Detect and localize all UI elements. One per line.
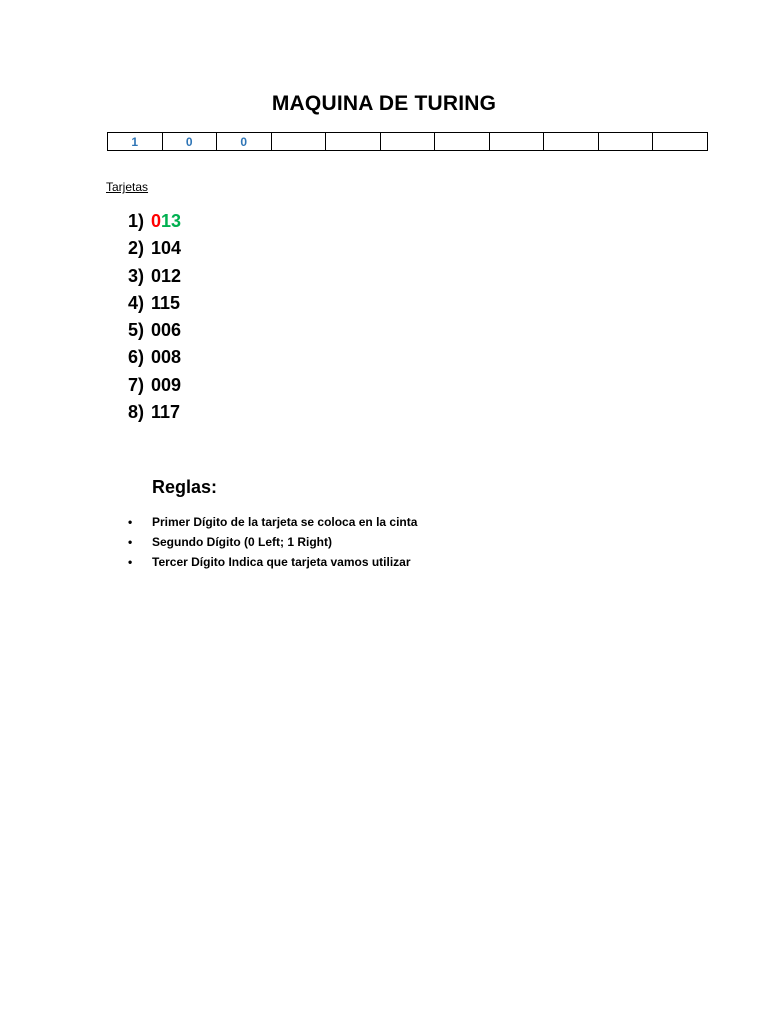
tape-cell [271, 133, 326, 151]
card-digit: 0 [151, 347, 162, 368]
bullet-icon: • [128, 555, 133, 569]
page-title: MAQUINA DE TURING [271, 92, 497, 115]
card-digit: 1 [161, 211, 172, 231]
card-item [128, 263, 181, 290]
bullet-icon: • [128, 515, 133, 529]
card-number: 8) [128, 402, 145, 423]
rule-text: Tercer Dígito Indica que tarjeta vamos utilizar [152, 555, 411, 569]
card-item [128, 208, 181, 235]
bullet-icon: • [128, 535, 133, 549]
card-digit: 1 [151, 402, 161, 423]
rule-text: Segundo Dígito (0 Left; 1 Right) [152, 535, 332, 549]
tape-row [108, 133, 708, 151]
card-digit: 6 [171, 320, 182, 341]
tape-cell [544, 133, 599, 151]
card-item [128, 317, 181, 344]
card-number: 1) [128, 211, 145, 231]
tape-cell: 0 [217, 133, 272, 151]
card-digit: 8 [171, 347, 182, 368]
card-digit: 0 [161, 347, 172, 368]
cards-list [128, 208, 181, 426]
rules-list [128, 512, 417, 572]
card-number: 2) [128, 238, 145, 259]
rule-text: Primer Dígito de la tarjeta se coloca en la cinta [152, 515, 418, 529]
card-number: 3) [128, 265, 145, 286]
tape-cell [380, 133, 435, 151]
card-digit: 7 [170, 402, 181, 423]
card-item [128, 235, 181, 262]
card-digit: 0 [161, 374, 172, 395]
tape-cell [435, 133, 490, 151]
rule-item [128, 512, 417, 532]
card-digit: 9 [171, 374, 182, 395]
card-digit: 5 [170, 292, 181, 313]
card-digit: 1 [151, 292, 161, 313]
card-digit: 1 [161, 265, 172, 286]
card-number: 7) [128, 374, 145, 395]
tape-cell [598, 133, 653, 151]
card-number: 5) [128, 320, 145, 341]
card-digit: 1 [151, 238, 162, 259]
card-digit: 0 [161, 320, 172, 341]
rules-heading: Reglas: [152, 477, 218, 497]
card-item [128, 290, 181, 317]
cards-heading: Tarjetas [106, 180, 149, 194]
tape-cell [489, 133, 544, 151]
rule-item [128, 552, 417, 572]
tape-cell: 1 [108, 133, 163, 151]
tape-cell: 0 [162, 133, 217, 151]
turing-tape [107, 132, 708, 151]
tape-cell [653, 133, 708, 151]
card-digit: 1 [160, 292, 171, 313]
card-digit: 0 [151, 374, 162, 395]
card-digit: 1 [160, 402, 171, 423]
card-digit: 4 [171, 238, 182, 259]
card-digit: 0 [151, 265, 162, 286]
card-digit: 0 [161, 238, 172, 259]
card-item [128, 344, 181, 371]
card-digit: 0 [151, 320, 162, 341]
card-number: 6) [128, 347, 145, 368]
card-digit: 3 [171, 211, 182, 231]
card-item [128, 372, 181, 399]
rule-item [128, 532, 417, 552]
tape-cell [326, 133, 381, 151]
card-number: 4) [128, 292, 145, 313]
card-digit: 2 [171, 265, 182, 286]
card-item [128, 399, 181, 426]
card-digit: 0 [151, 211, 162, 231]
